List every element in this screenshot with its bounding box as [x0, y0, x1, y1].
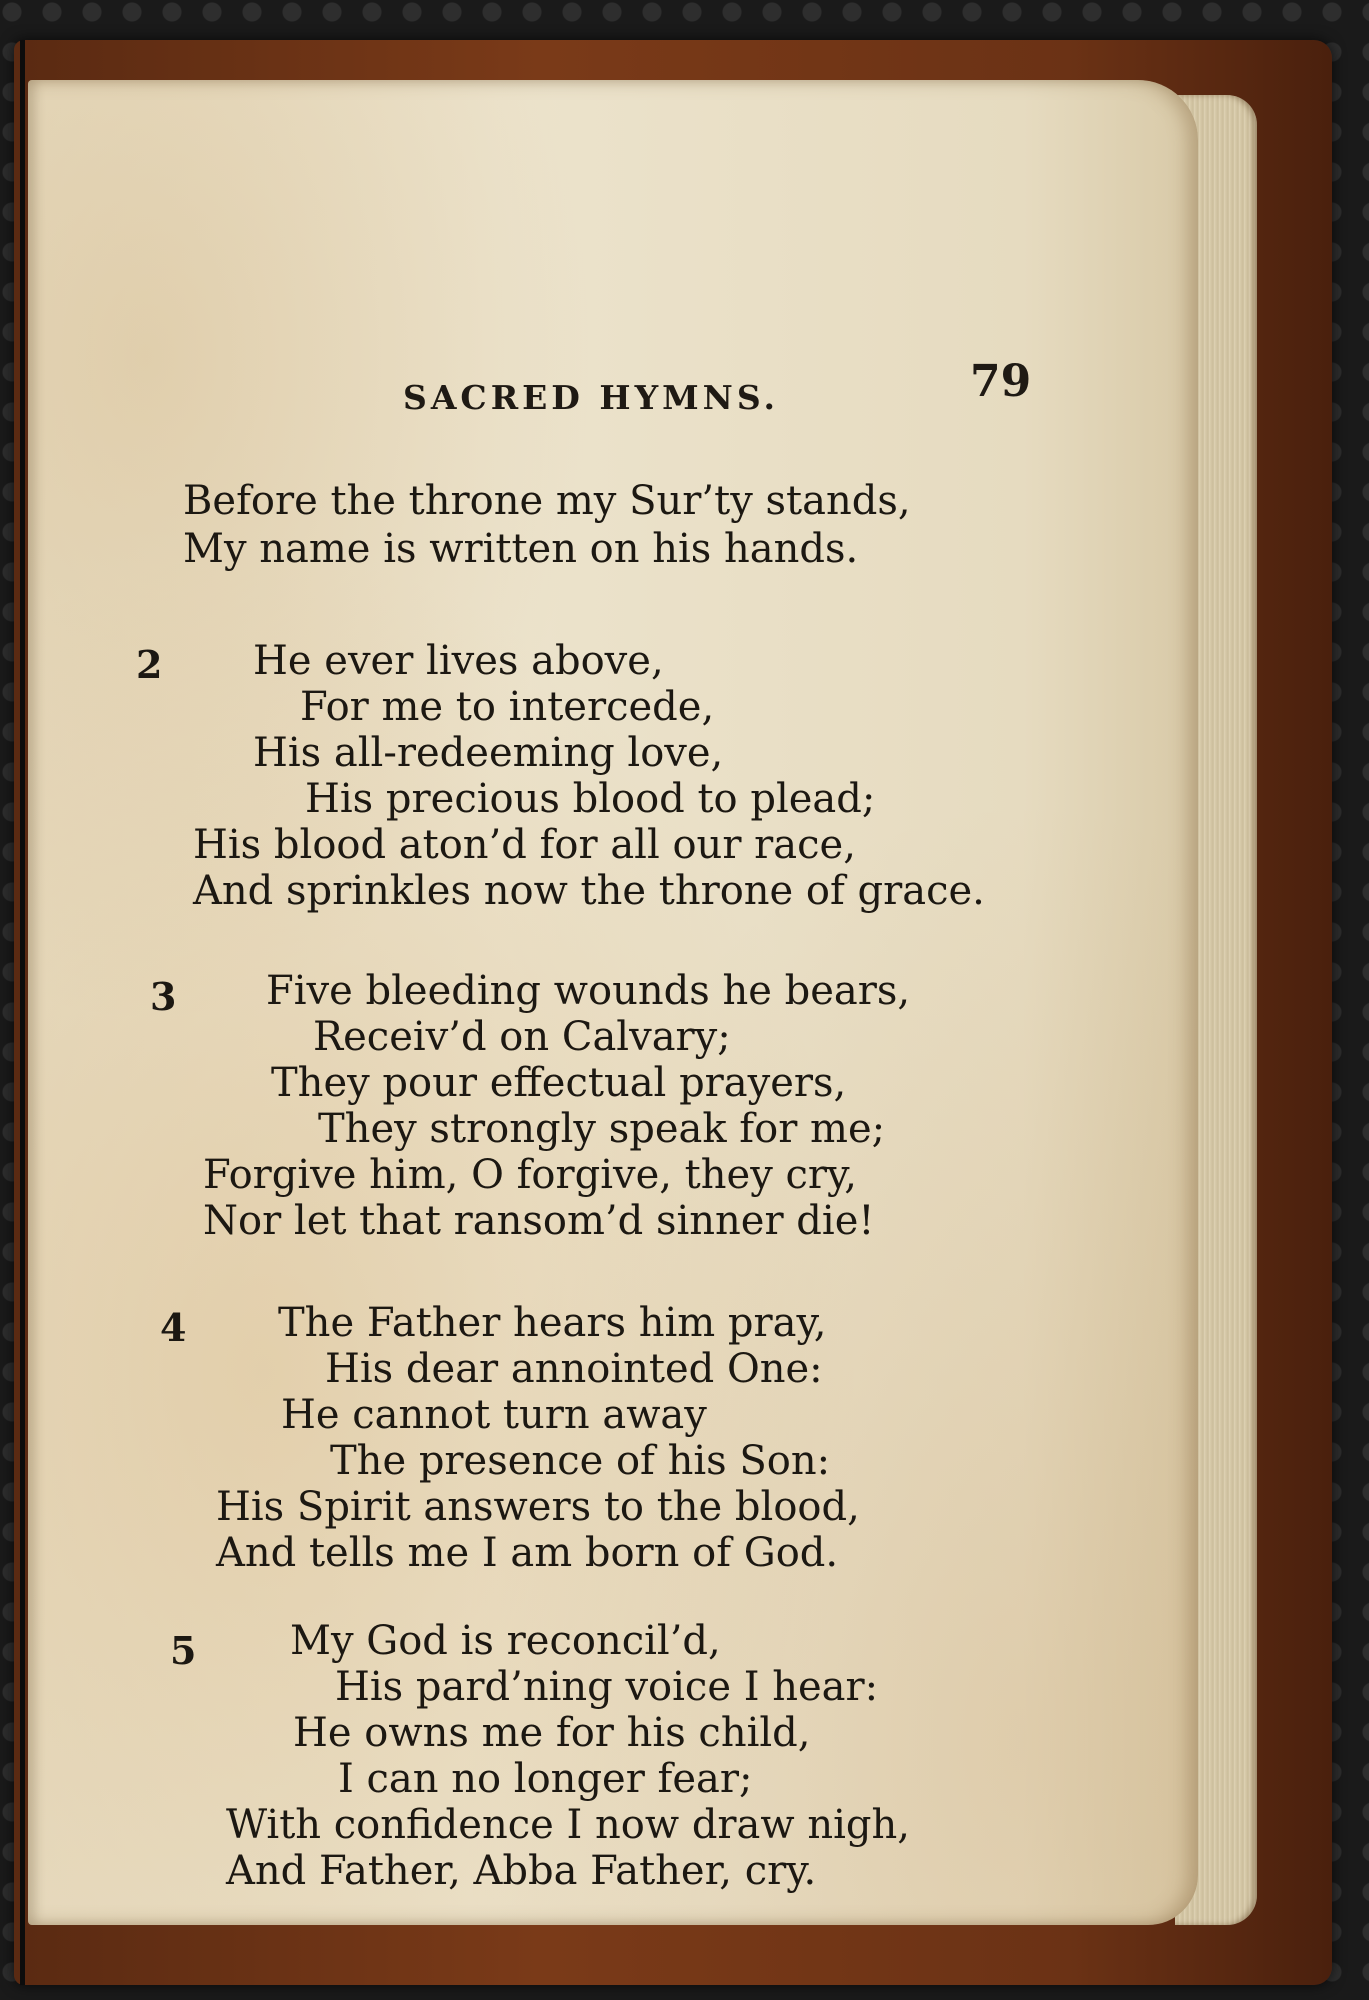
- verse-line: He ever lives above,: [253, 638, 664, 684]
- verse-line: His all-redeeming love,: [253, 730, 724, 776]
- verse-line: They strongly speak for me;: [318, 1106, 886, 1152]
- verse-number: 4: [160, 1305, 187, 1350]
- verse-line: Receiv’d on Calvary;: [313, 1014, 731, 1060]
- verse-line: They pour effectual prayers,: [271, 1060, 847, 1106]
- verse-line: And tells me I am born of God.: [216, 1530, 839, 1576]
- verse-line: Forgive him, O forgive, they cry,: [203, 1152, 858, 1198]
- running-head: SACRED HYMNS.: [403, 378, 779, 417]
- verse-line: His blood aton’d for all our race,: [193, 822, 856, 868]
- verse-line: With confidence I now draw nigh,: [226, 1802, 910, 1848]
- verse-line: The Father hears him pray,: [278, 1300, 827, 1346]
- verse-line: The presence of his Son:: [330, 1438, 831, 1484]
- verse-line: My God is reconcil’d,: [290, 1618, 721, 1664]
- verse-line: I can no longer fear;: [338, 1756, 753, 1802]
- verse-number: 3: [150, 974, 177, 1019]
- opening-line-1: Before the throne my Sur’ty stands,: [183, 478, 911, 524]
- book-gutter: [20, 40, 25, 1985]
- verse-line: He cannot turn away: [281, 1392, 707, 1438]
- verse-number: 5: [170, 1628, 197, 1673]
- verse-line: Five bleeding wounds he bears,: [266, 968, 911, 1014]
- page-number: 79: [970, 356, 1032, 407]
- verse-line: His Spirit answers to the blood,: [216, 1484, 860, 1530]
- book-page: [28, 80, 1198, 1925]
- verse-line: And Father, Abba Father, cry.: [226, 1848, 817, 1894]
- verse-line: His precious blood to plead;: [305, 776, 876, 822]
- verse-line: He owns me for his child,: [293, 1710, 811, 1756]
- verse-line: For me to intercede,: [300, 684, 715, 730]
- verse-number: 2: [136, 642, 163, 687]
- verse-line: And sprinkles now the throne of grace.: [193, 868, 985, 914]
- verse-line: Nor let that ransom’d sinner die!: [203, 1198, 875, 1244]
- opening-line-2: My name is written on his hands.: [183, 526, 859, 572]
- verse-line: His dear annointed One:: [325, 1346, 823, 1392]
- verse-line: His pard’ning voice I hear:: [335, 1664, 879, 1710]
